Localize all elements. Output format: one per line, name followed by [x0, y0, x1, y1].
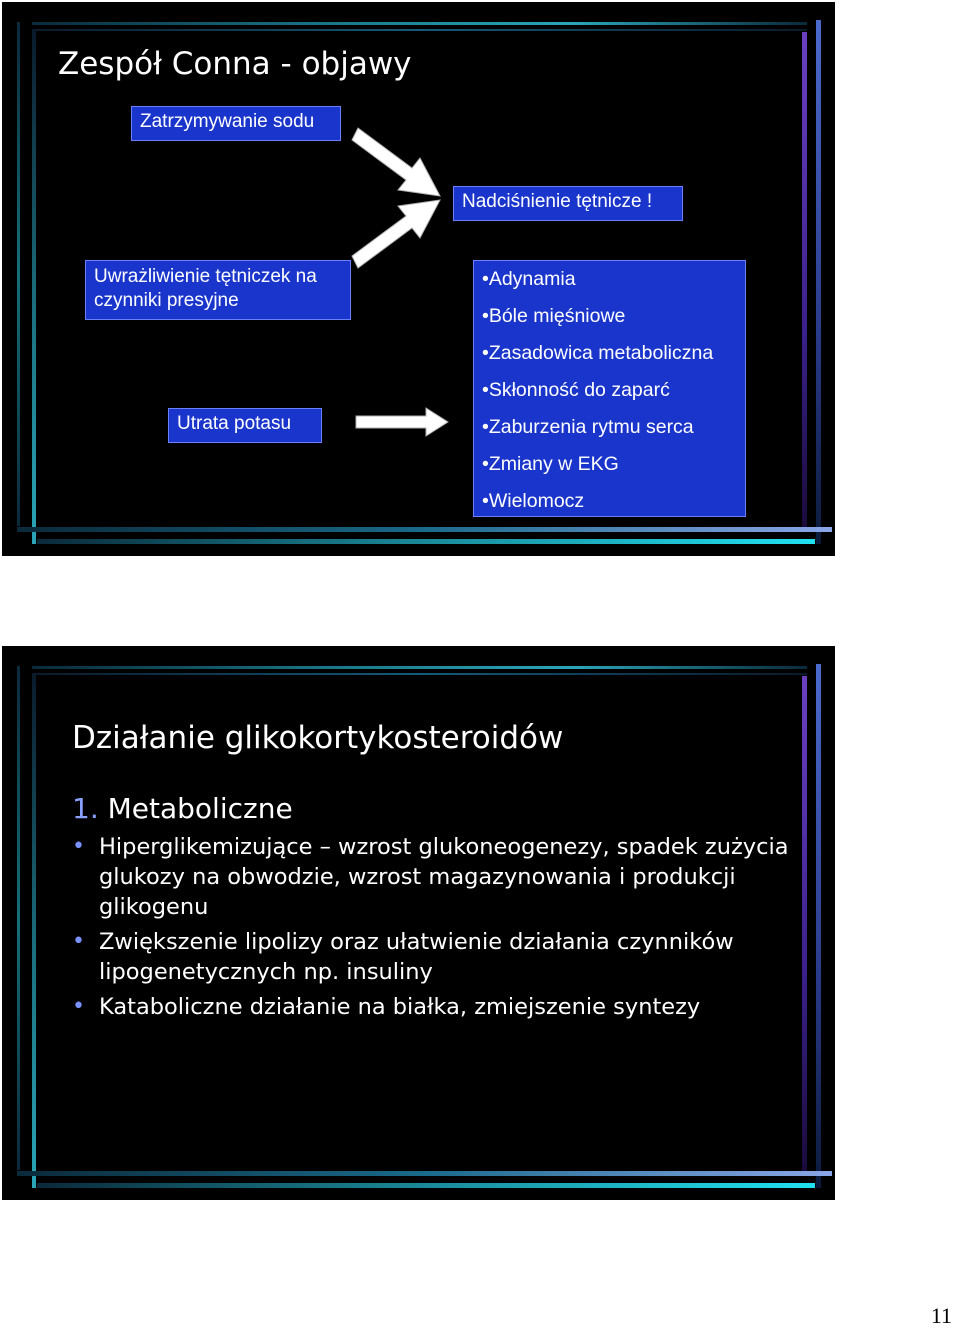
- section-heading: [72, 792, 293, 825]
- symptom-item: • Zmiany w EKG: [482, 446, 745, 483]
- frame-line: [17, 666, 20, 1170]
- frame-line: [32, 673, 807, 675]
- frame-line: [32, 29, 807, 31]
- frame-line: [816, 664, 821, 1188]
- frame-line: [802, 32, 807, 531]
- slide-title: Zespół Conna - objawy: [58, 46, 412, 82]
- symptoms-list: [482, 261, 745, 520]
- frame-line: [32, 22, 807, 25]
- slide-glucocorticoids: [2, 646, 835, 1200]
- box-sodium-retention: Zatrzymywanie sodu: [131, 106, 341, 141]
- symptom-item: • Bóle mięśniowe: [482, 298, 745, 335]
- bullet-item: • Zwiększenie lipolizy oraz ułatwienie działania czynników lipogenetycznych np. insuliny: [72, 927, 792, 987]
- section-title: Metaboliczne: [107, 792, 293, 825]
- frame-line: [816, 20, 821, 544]
- box-hypertension: Nadciśnienie tętnicze !: [453, 186, 683, 221]
- symptom-item: • Zasadowica metaboliczna: [482, 335, 745, 372]
- frame-line: [32, 30, 36, 544]
- bullet-item: • Kataboliczne działanie na białka, zmiejszenie syntezy: [72, 992, 792, 1022]
- frame-line: [37, 539, 815, 544]
- symptom-item: • Adynamia: [482, 261, 745, 298]
- frame-line: [32, 666, 807, 669]
- slide-title: Działanie glikokortykosteroidów: [72, 720, 564, 756]
- bullet-item: • Hiperglikemizujące – wzrost glukoneogenezy, spadek zużycia glukozy na obwodzie, wzrost magazynowania i produkcji glikogenu: [72, 832, 792, 922]
- symptom-item: • Skłonność do zaparć: [482, 372, 745, 409]
- frame-line: [32, 674, 36, 1188]
- page-number: 11: [930, 1303, 952, 1328]
- arrow-right-icon: [354, 406, 450, 438]
- frame-line: [17, 1171, 832, 1176]
- frame-line: [17, 22, 20, 526]
- symptoms-box: [473, 260, 746, 517]
- symptom-item: • Wielomocz: [482, 483, 745, 520]
- section-number: 1.: [72, 792, 99, 825]
- frame-line: [37, 1183, 815, 1188]
- bullet-list: [72, 832, 792, 1027]
- box-arteriole-sensitization: Uwrażliwienie tętniczek na czynniki presyjne: [85, 260, 351, 320]
- slide-conn-syndrome: [2, 2, 835, 556]
- frame-line: [802, 676, 807, 1175]
- frame-line: [17, 527, 832, 532]
- box-potassium-loss: Utrata potasu: [168, 408, 322, 443]
- arrow-down-right-icon: [350, 122, 450, 202]
- arrow-up-right-icon: [350, 198, 450, 274]
- symptom-item: • Zaburzenia rytmu serca: [482, 409, 745, 446]
